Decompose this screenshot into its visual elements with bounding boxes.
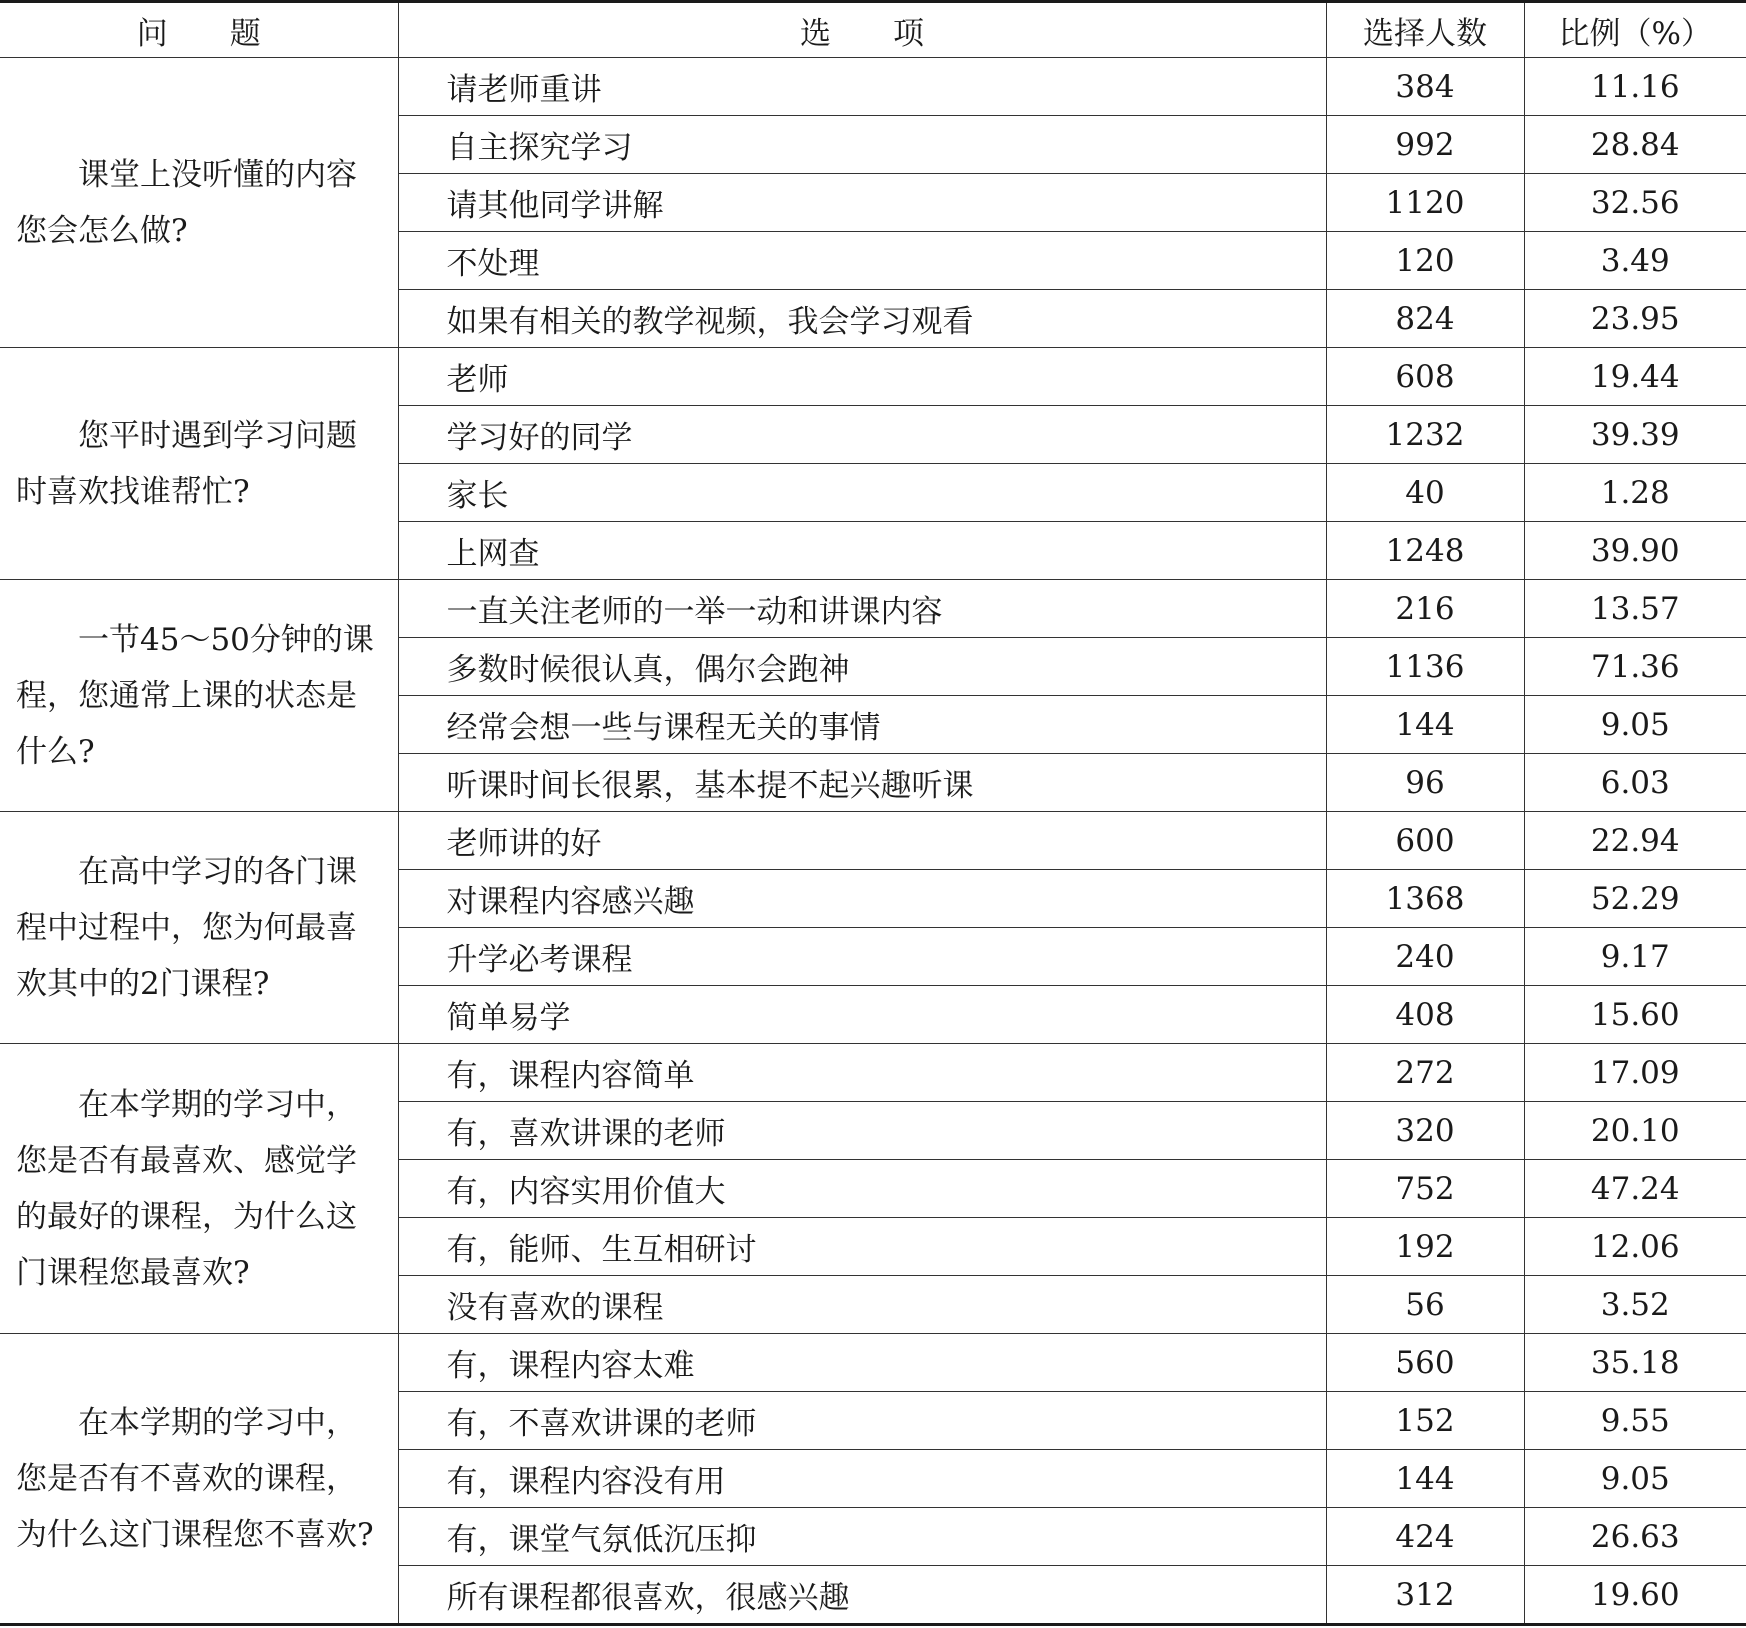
percent-cell: 19.44 <box>1524 348 1746 406</box>
option-cell: 一直关注老师的一举一动和讲课内容 <box>398 580 1326 638</box>
option-cell: 有，不喜欢讲课的老师 <box>398 1392 1326 1450</box>
count-cell: 144 <box>1326 696 1524 754</box>
percent-cell: 22.94 <box>1524 812 1746 870</box>
count-cell: 192 <box>1326 1218 1524 1276</box>
table-row <box>0 1334 1746 1392</box>
header-option: 选 项 <box>398 2 1326 58</box>
percent-cell: 3.52 <box>1524 1276 1746 1334</box>
percent-cell: 23.95 <box>1524 290 1746 348</box>
table-row <box>0 580 1746 638</box>
percent-cell: 19.60 <box>1524 1566 1746 1625</box>
count-cell: 96 <box>1326 754 1524 812</box>
table-row <box>0 58 1746 116</box>
table-row <box>0 1044 1746 1102</box>
count-cell: 600 <box>1326 812 1524 870</box>
percent-cell: 20.10 <box>1524 1102 1746 1160</box>
count-cell: 408 <box>1326 986 1524 1044</box>
percent-cell: 9.05 <box>1524 696 1746 754</box>
question-cell: 在本学期的学习中，您是否有不喜欢的课程，为什么这门课程您不喜欢? <box>0 1334 398 1625</box>
percent-cell: 1.28 <box>1524 464 1746 522</box>
option-cell: 所有课程都很喜欢，很感兴趣 <box>398 1566 1326 1625</box>
count-cell: 1120 <box>1326 174 1524 232</box>
option-cell: 有，课程内容太难 <box>398 1334 1326 1392</box>
option-cell: 有，课堂气氛低沉压抑 <box>398 1508 1326 1566</box>
option-cell: 家长 <box>398 464 1326 522</box>
option-cell: 多数时候很认真，偶尔会跑神 <box>398 638 1326 696</box>
question-cell: 一节45～50分钟的课程，您通常上课的状态是什么? <box>0 580 398 812</box>
count-cell: 272 <box>1326 1044 1524 1102</box>
count-cell: 608 <box>1326 348 1524 406</box>
percent-cell: 17.09 <box>1524 1044 1746 1102</box>
table-row <box>0 348 1746 406</box>
option-cell: 有，喜欢讲课的老师 <box>398 1102 1326 1160</box>
header-row <box>0 2 1746 58</box>
count-cell: 384 <box>1326 58 1524 116</box>
header-count: 选择人数 <box>1326 2 1524 58</box>
option-cell: 如果有相关的教学视频，我会学习观看 <box>398 290 1326 348</box>
count-cell: 752 <box>1326 1160 1524 1218</box>
count-cell: 992 <box>1326 116 1524 174</box>
percent-cell: 9.17 <box>1524 928 1746 986</box>
percent-cell: 52.29 <box>1524 870 1746 928</box>
table-body <box>0 58 1746 1625</box>
count-cell: 824 <box>1326 290 1524 348</box>
question-cell: 在本学期的学习中，您是否有最喜欢、感觉学的最好的课程，为什么这门课程您最喜欢? <box>0 1044 398 1334</box>
option-cell: 有，课程内容简单 <box>398 1044 1326 1102</box>
option-cell: 请其他同学讲解 <box>398 174 1326 232</box>
header-question: 问 题 <box>0 2 398 58</box>
count-cell: 56 <box>1326 1276 1524 1334</box>
count-cell: 40 <box>1326 464 1524 522</box>
percent-cell: 9.55 <box>1524 1392 1746 1450</box>
percent-cell: 12.06 <box>1524 1218 1746 1276</box>
option-cell: 听课时间长很累，基本提不起兴趣听课 <box>398 754 1326 812</box>
count-cell: 120 <box>1326 232 1524 290</box>
percent-cell: 26.63 <box>1524 1508 1746 1566</box>
count-cell: 1136 <box>1326 638 1524 696</box>
table-row <box>0 812 1746 870</box>
percent-cell: 28.84 <box>1524 116 1746 174</box>
question-cell: 课堂上没听懂的内容您会怎么做? <box>0 58 398 348</box>
option-cell: 简单易学 <box>398 986 1326 1044</box>
percent-cell: 71.36 <box>1524 638 1746 696</box>
option-cell: 老师 <box>398 348 1326 406</box>
count-cell: 312 <box>1326 1566 1524 1625</box>
option-cell: 上网查 <box>398 522 1326 580</box>
percent-cell: 13.57 <box>1524 580 1746 638</box>
option-cell: 升学必考课程 <box>398 928 1326 986</box>
percent-cell: 15.60 <box>1524 986 1746 1044</box>
percent-cell: 35.18 <box>1524 1334 1746 1392</box>
table-header <box>0 2 1746 58</box>
percent-cell: 32.56 <box>1524 174 1746 232</box>
count-cell: 424 <box>1326 1508 1524 1566</box>
option-cell: 老师讲的好 <box>398 812 1326 870</box>
option-cell: 请老师重讲 <box>398 58 1326 116</box>
option-cell: 没有喜欢的课程 <box>398 1276 1326 1334</box>
percent-cell: 9.05 <box>1524 1450 1746 1508</box>
percent-cell: 6.03 <box>1524 754 1746 812</box>
count-cell: 1232 <box>1326 406 1524 464</box>
option-cell: 学习好的同学 <box>398 406 1326 464</box>
header-percent: 比例（%） <box>1524 2 1746 58</box>
option-cell: 不处理 <box>398 232 1326 290</box>
count-cell: 152 <box>1326 1392 1524 1450</box>
count-cell: 240 <box>1326 928 1524 986</box>
option-cell: 经常会想一些与课程无关的事情 <box>398 696 1326 754</box>
option-cell: 对课程内容感兴趣 <box>398 870 1326 928</box>
percent-cell: 39.90 <box>1524 522 1746 580</box>
count-cell: 1368 <box>1326 870 1524 928</box>
option-cell: 有，课程内容没有用 <box>398 1450 1326 1508</box>
percent-cell: 11.16 <box>1524 58 1746 116</box>
option-cell: 有，能师、生互相研讨 <box>398 1218 1326 1276</box>
count-cell: 216 <box>1326 580 1524 638</box>
option-cell: 有，内容实用价值大 <box>398 1160 1326 1218</box>
question-cell: 您平时遇到学习问题时喜欢找谁帮忙? <box>0 348 398 580</box>
question-cell: 在高中学习的各门课程中过程中，您为何最喜欢其中的2门课程? <box>0 812 398 1044</box>
count-cell: 1248 <box>1326 522 1524 580</box>
count-cell: 320 <box>1326 1102 1524 1160</box>
percent-cell: 47.24 <box>1524 1160 1746 1218</box>
count-cell: 560 <box>1326 1334 1524 1392</box>
count-cell: 144 <box>1326 1450 1524 1508</box>
percent-cell: 39.39 <box>1524 406 1746 464</box>
percent-cell: 3.49 <box>1524 232 1746 290</box>
option-cell: 自主探究学习 <box>398 116 1326 174</box>
